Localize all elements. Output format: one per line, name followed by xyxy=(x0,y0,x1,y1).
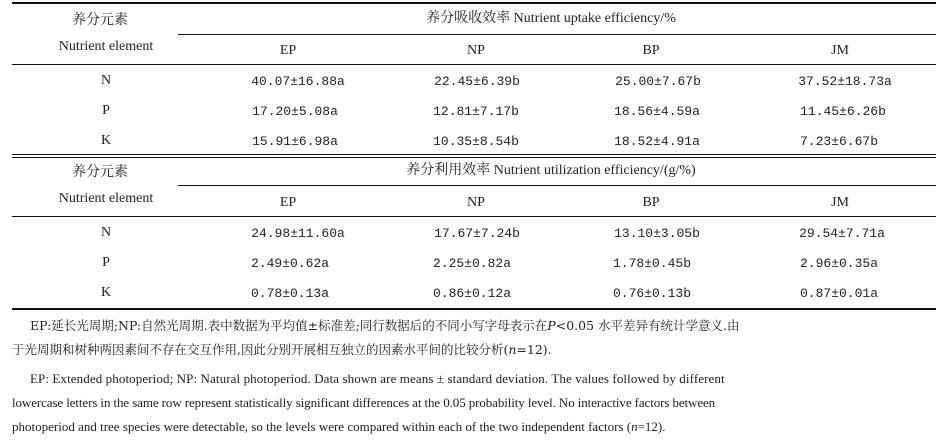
upper-row-label: P xyxy=(102,103,110,118)
upper-cell: 10.35±8.54b xyxy=(433,134,519,149)
upper-group-header: 养分吸收效率 Nutrient uptake efficiency/% xyxy=(426,11,676,26)
lower-element-header-en: Nutrient element xyxy=(58,191,154,206)
upper-element-header-cn: 养分元素 xyxy=(72,12,128,28)
upper-cell: 40.07±16.88a xyxy=(251,74,345,89)
upper-cell: 11.45±6.26b xyxy=(800,104,886,119)
footnote-en-line-3: photoperiod and tree species were detectable, so the levels were compared within each of the two independent factors (n=12). xyxy=(12,419,666,434)
upper-row-label: K xyxy=(100,133,112,148)
upper-row-label: N xyxy=(100,73,112,88)
section-double-rule-a xyxy=(12,154,936,155)
footnote-cn-line-2: 于光周期和树种两因素间不存在交互作用,因此分别开展相互独立的因素水平间的比较分析(n=12). xyxy=(12,342,552,357)
lower-cell: 2.49±0.62a xyxy=(250,256,330,271)
upper-cell: 25.00±7.67b xyxy=(615,74,701,89)
upper-group-underline xyxy=(178,34,936,35)
lower-cell: 0.78±0.13a xyxy=(250,286,330,301)
footnote-en-line-1: EP: Extended photoperiod; NP: Natural photoperiod. Data shown are means ± standard deviation. The values followed by different xyxy=(30,371,725,386)
upper-cell: 12.81±7.17b xyxy=(433,104,519,119)
top-rule xyxy=(12,2,936,4)
lower-cell: 24.98±11.60a xyxy=(251,226,345,241)
upper-cell: 18.52±4.91a xyxy=(614,134,700,149)
lower-row-label: N xyxy=(100,225,112,240)
lower-cell: 0.86±0.12a xyxy=(432,286,512,301)
upper-cell: 37.52±18.73a xyxy=(798,74,892,89)
upper-col-ep: EP xyxy=(279,43,297,58)
upper-cell: 18.56±4.59a xyxy=(614,104,700,119)
lower-col-bp: BP xyxy=(642,195,660,210)
lower-cell: 13.10±3.05b xyxy=(614,226,700,241)
lower-cell: 2.96±0.35a xyxy=(799,256,879,271)
footnote-cn-line-1: EP:延长光周期;NP:自然光周期.表中数据为平均值±标准差;同行数据后的不同小写字母表示在P<0.05 水平差异有统计学意义.由 xyxy=(30,318,740,333)
upper-col-np: NP xyxy=(467,43,485,58)
lower-row-label: K xyxy=(100,285,112,300)
bottom-rule xyxy=(12,308,936,310)
section-double-rule-b xyxy=(12,157,936,158)
upper-cell: 15.91±6.98a xyxy=(252,134,338,149)
upper-col-bp: BP xyxy=(642,43,660,58)
lower-cell: 29.54±7.71a xyxy=(799,226,885,241)
upper-col-jm: JM xyxy=(831,43,849,58)
lower-cell: 17.67±7.24b xyxy=(434,226,520,241)
lower-col-ep: EP xyxy=(279,195,297,210)
footnote-en-line-2: lowercase letters in the same row represent statistically significant differences at the 0.05 probability level. No interactive factors between xyxy=(12,395,716,410)
lower-group-header: 养分利用效率 Nutrient utilization efficiency/(g/%) xyxy=(406,163,696,178)
lower-cell: 1.78±0.45b xyxy=(612,256,692,271)
lower-cell: 0.76±0.13b xyxy=(612,286,692,301)
upper-cell: 22.45±6.39b xyxy=(434,74,520,89)
lower-col-jm: JM xyxy=(831,195,849,210)
lower-group-underline xyxy=(178,185,936,186)
upper-cell: 7.23±6.67b xyxy=(799,134,879,149)
lower-header-rule xyxy=(12,216,936,217)
lower-row-label: P xyxy=(102,255,110,270)
lower-cell: 0.87±0.01a xyxy=(799,286,879,301)
lower-col-np: NP xyxy=(467,195,485,210)
upper-element-header-en: Nutrient element xyxy=(58,39,154,54)
upper-cell: 17.20±5.08a xyxy=(252,104,338,119)
upper-header-rule xyxy=(12,64,936,65)
lower-cell: 2.25±0.82a xyxy=(432,256,512,271)
lower-element-header-cn: 养分元素 xyxy=(72,164,128,180)
